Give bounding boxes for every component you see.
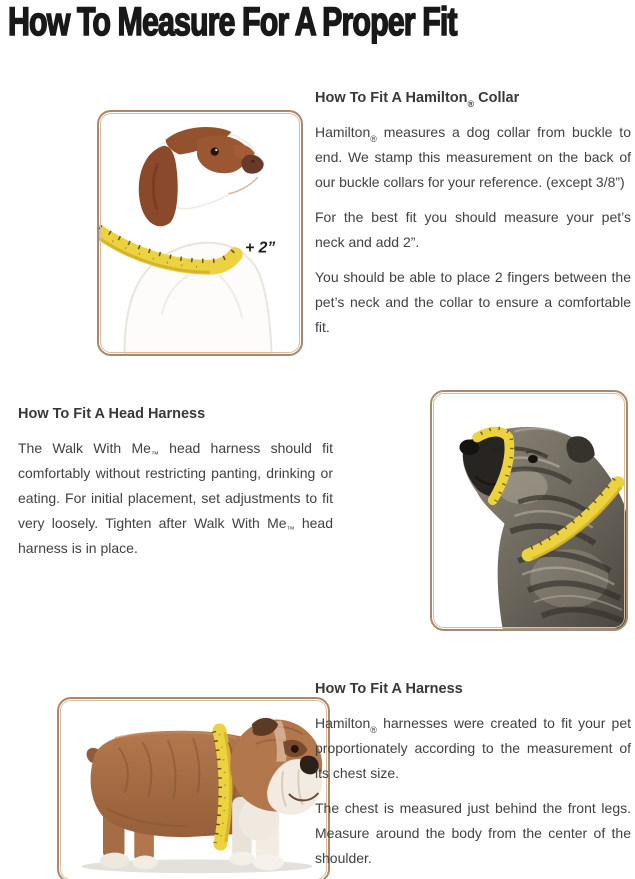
section-head-harness-text xyxy=(18,402,333,571)
plus-two-inches-label: + 2” xyxy=(245,239,276,257)
dog-chest-measure-photo xyxy=(57,697,330,879)
bulldog-tape-illustration xyxy=(59,699,328,879)
brindle-dog-tape-illustration xyxy=(432,392,626,629)
section-harness-text xyxy=(315,677,631,879)
harness-paragraph-1: Hamilton$_®$ harnesses were created to fit your pet proportionately according to the measurement of its chest size. xyxy=(315,715,631,781)
dog-head-harness-measure-photo xyxy=(430,390,628,631)
collar-paragraph-1: Hamilton$_®$ measures a dog collar from buckle to end. We stamp this measurement on the back of our buckle collars for your reference. (except 3/8”) xyxy=(315,124,631,190)
dog-neck-measure-photo xyxy=(97,110,303,356)
collar-paragraph-2: For the best fit you should measure your pet’s neck and add 2”. xyxy=(315,209,631,250)
dog-eye xyxy=(528,455,538,463)
section-collar-text xyxy=(315,86,631,350)
brittany-dog-tape-illustration xyxy=(99,112,301,354)
page-title: How To Measure For A Proper Fit xyxy=(8,0,457,44)
harness-paragraph-2: The chest is measured just behind the front legs. Measure around the body from the center of the shoulder. xyxy=(315,800,631,866)
head-harness-paragraph-1: The Walk With $Me_™$ head harness should fit comfortably without restricting panting, drinking or eating. For initial placement, set adjustments to fit very loosely. Tighten after Walk With $Me_™$ head harness is in place. xyxy=(18,440,333,556)
dog-eye xyxy=(211,147,219,155)
dog-ear xyxy=(139,146,178,226)
dog-eye xyxy=(291,745,299,753)
collar-paragraph-3: You should be able to place 2 fingers between the pet’s neck and the collar to ensure a comfortable fit. xyxy=(315,269,631,335)
section-collar-heading: How To Fit A Hamilton$_®$ Collar xyxy=(315,90,520,109)
section-harness-heading: How To Fit A Harness xyxy=(315,681,463,697)
section-head-harness-heading: How To Fit A Head Harness xyxy=(18,406,206,422)
